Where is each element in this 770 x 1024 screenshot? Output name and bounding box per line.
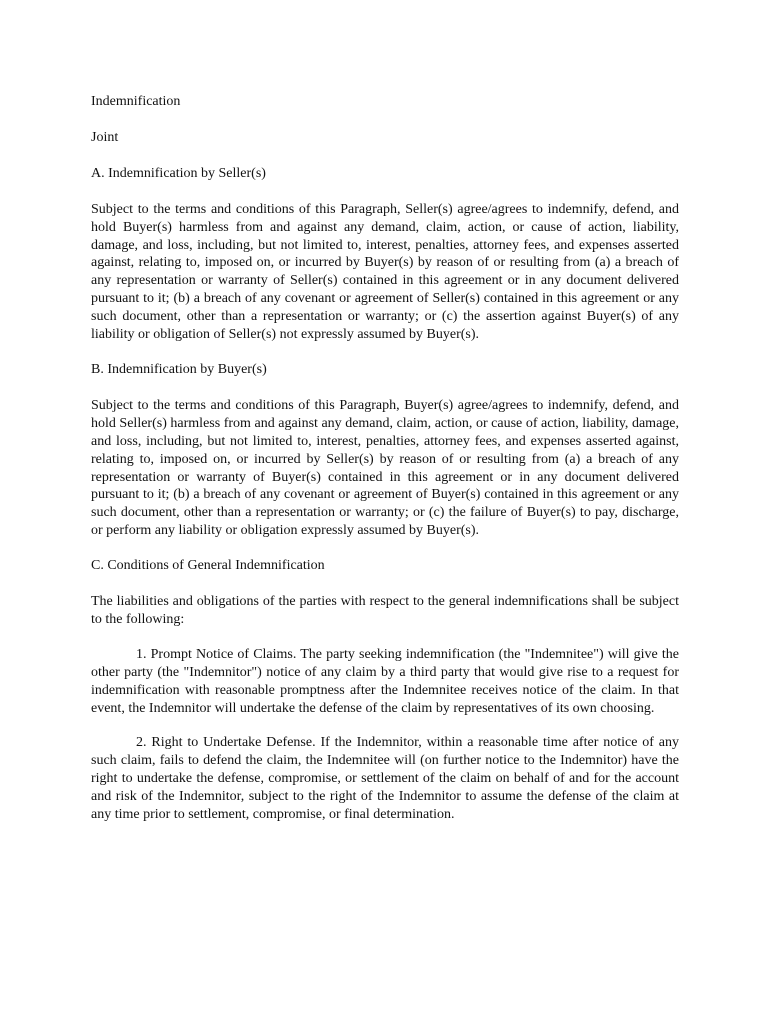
- section-c-item-1: 1. Prompt Notice of Claims. The party seeking indemnification (the "Indemnitee") will give the other party (the "Indemnitor") notice of any claim by a third party that would give rise to a request for indemnification with reasonable promptness after the Indemnitee receives notice of the claim. In that event, the Indemnitor will undertake the defense of the claim by representatives of its own choosing.: [91, 646, 679, 716]
- document-subtitle: Joint: [91, 129, 119, 145]
- section-b-heading: B. Indemnification by Buyer(s): [91, 361, 267, 377]
- section-c-intro: The liabilities and obligations of the parties with respect to the general indemnifications shall be subject to the following:: [91, 594, 679, 627]
- section-c-heading: C. Conditions of General Indemnification: [91, 558, 325, 574]
- section-b-body: Subject to the terms and conditions of this Paragraph, Buyer(s) agree/agrees to indemnify, defend, and hold Seller(s) harmless from and against any demand, claim, action, or cause of action, liability, damage, and loss, including, but not limited to, interest, penalties, attorney fees, and expenses asserted against, relating to, imposed on, or incurred by Seller(s) by reason of or resulting from (a) a breach of any representation or warranty of Buyer(s) contained in this agreement or in any document delivered pursuant to it; (b) a breach of any covenant or agreement of Buyer(s) contained in this agreement or any such document, other than a representation or warranty; or (c) the failure of Buyer(s) to pay, discharge, or perform any liability or obligation expressly assumed by Buyer(s).: [91, 397, 679, 539]
- section-c-item-2: 2. Right to Undertake Defense. If the Indemnitor, within a reasonable time after notice of any such claim, fails to defend the claim, the Indemnitee will (on further notice to the Indemnitor) have the right to undertake the defense, compromise, or settlement of the claim on behalf of and for the account and risk of the Indemnitor, subject to the right of the Indemnitor to assume the defense of the claim at any time prior to settlement, compromise, or final determination.: [91, 735, 679, 823]
- section-a-heading: A. Indemnification by Seller(s): [91, 165, 266, 181]
- section-a-body: Subject to the terms and conditions of this Paragraph, Seller(s) agree/agrees to indemnify, defend, and hold Buyer(s) harmless from and against any demand, claim, action, or cause of action, liability, damage, and loss, including, but not limited to, interest, penalties, attorney fees, and expenses asserted against, relating to, imposed on, or incurred by Buyer(s) by reason of or resulting from (a) a breach of any representation or warranty of Seller(s) contained in this agreement or in any document delivered pursuant to it; (b) a breach of any covenant or agreement of Seller(s) contained in this agreement or any such document, other than a representation or warranty; or (c) the assertion against Buyer(s) of any liability or obligation of Seller(s) not expressly assumed by Buyer(s).: [91, 201, 679, 343]
- document-title: Indemnification: [91, 94, 181, 109]
